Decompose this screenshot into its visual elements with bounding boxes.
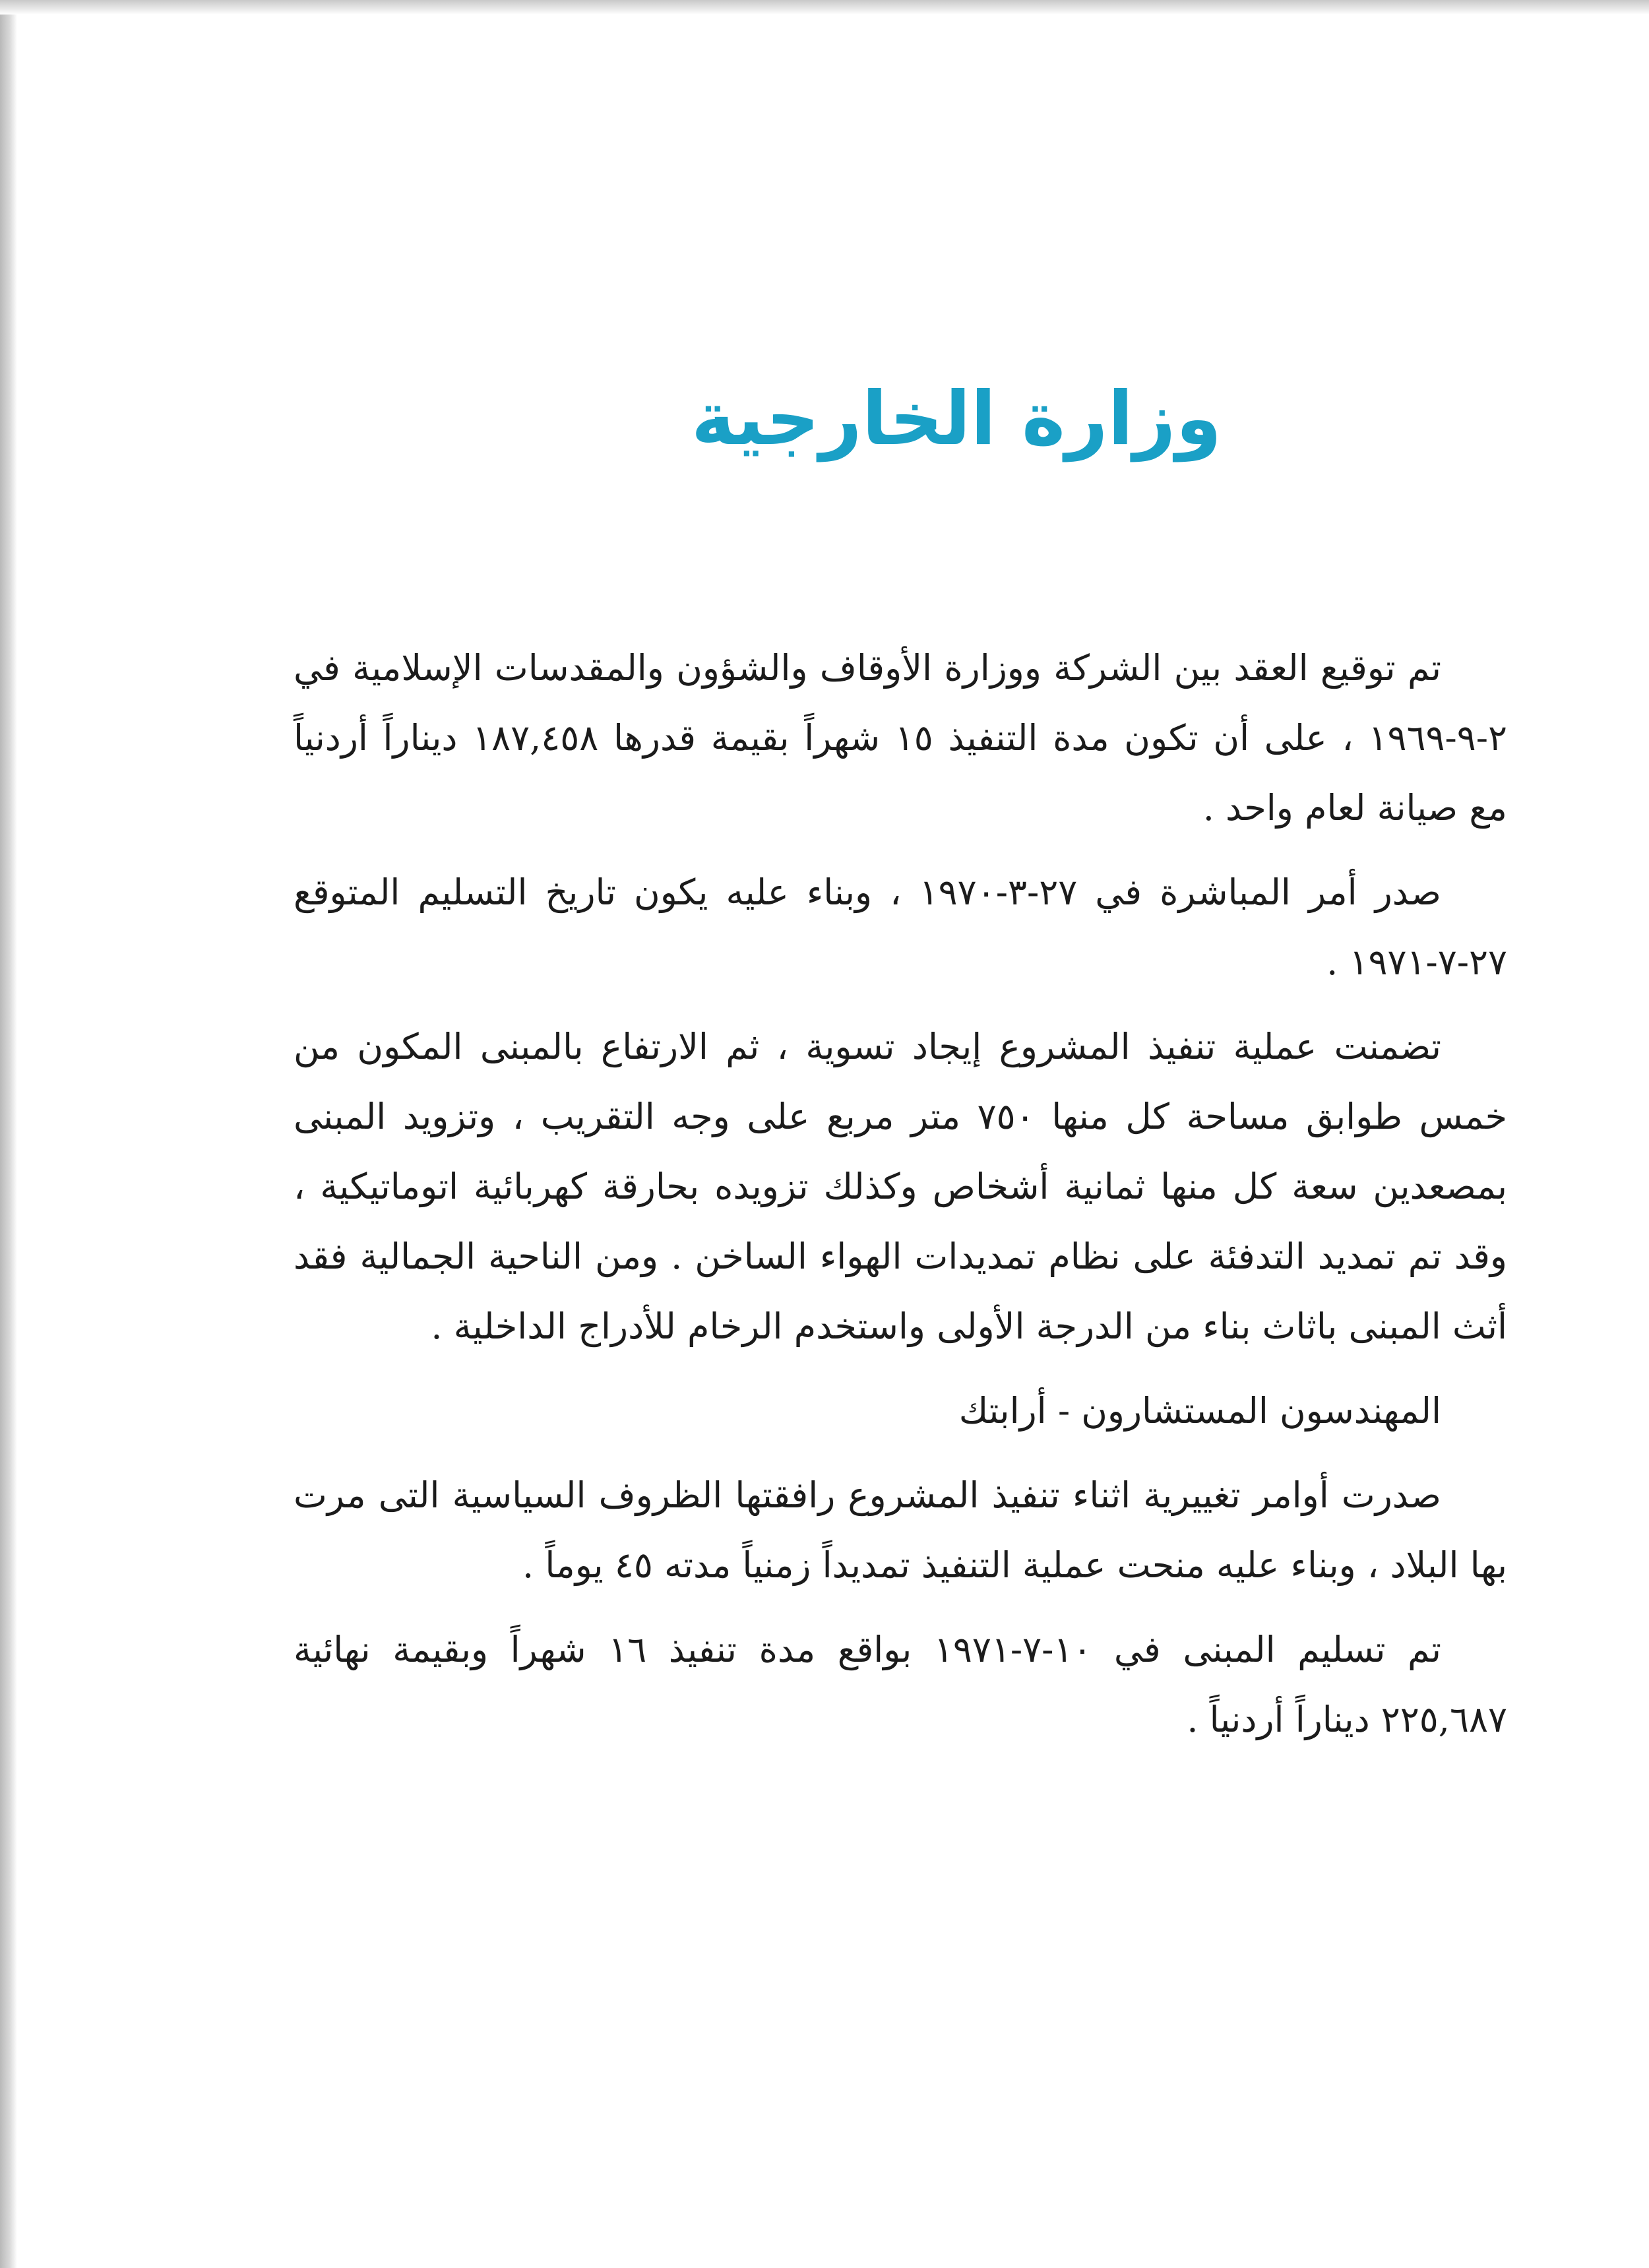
paragraph-commencement: صدر أمر المباشرة في ٢٧-٣-١٩٧٠ ، وبناء عليه يكون تاريخ التسليم المتوقع ٢٧-٧-١٩٧١ . [294,871,1507,983]
paragraph-contract: تم توقيع العقد بين الشركة ووزارة الأوقاف والشؤون والمقدسات الإسلامية في ٢-٩-١٩٦٩ ، على أن تكون مدة التنفيذ ١٥ شهراً بقيمة قدرها ١٨٧,٤٥٨ ديناراً أردنياً مع صيانة لعام واحد . [294,647,1507,829]
page-top-shadow [0,0,1649,15]
page-edge-shadow [0,0,17,2268]
paragraph-scope: تضمنت عملية تنفيذ المشروع إيجاد تسوية ، ثم الارتفاع بالمبنى المكون من خمس طوابق مساحة كل منها ٧٥٠ متر مربع على وجه التقريب ، وتزويد المبنى بمصعدين سعة كل منها ثمانية أشخاص وكذلك تزويده بحارقة كهربائية اتوماتيكية ، وقد تم تمديد التدفئة على نظام تمديدات الهواء الساخن . ومن الناحية الجمالية فقد أثث المبنى باثاث بناء من الدرجة الأولى واستخدم الرخام للأدراج الداخلية . [294,1026,1507,1347]
paragraph-variations: صدرت أوامر تغييرية اثناء تنفيذ المشروع رافقتها الظروف السياسية التى مرت بها البلاد ، وبناء عليه منحت عملية التنفيذ تمديداً زمنياً مدته ٤٥ يوماً . [294,1474,1507,1586]
paragraph-handover: تم تسليم المبنى في ١٠-٧-١٩٧١ بواقع مدة تنفيذ ١٦ شهراً وبقيمة نهائية ٢٢٥,٦٨٧ ديناراً أردنياً . [294,1629,1507,1740]
page-title: وزارة الخارجية [691,376,1222,462]
body-text [294,633,1507,1769]
paragraph-consultants: المهندسون المستشارون - أرابتك [958,1390,1441,1432]
